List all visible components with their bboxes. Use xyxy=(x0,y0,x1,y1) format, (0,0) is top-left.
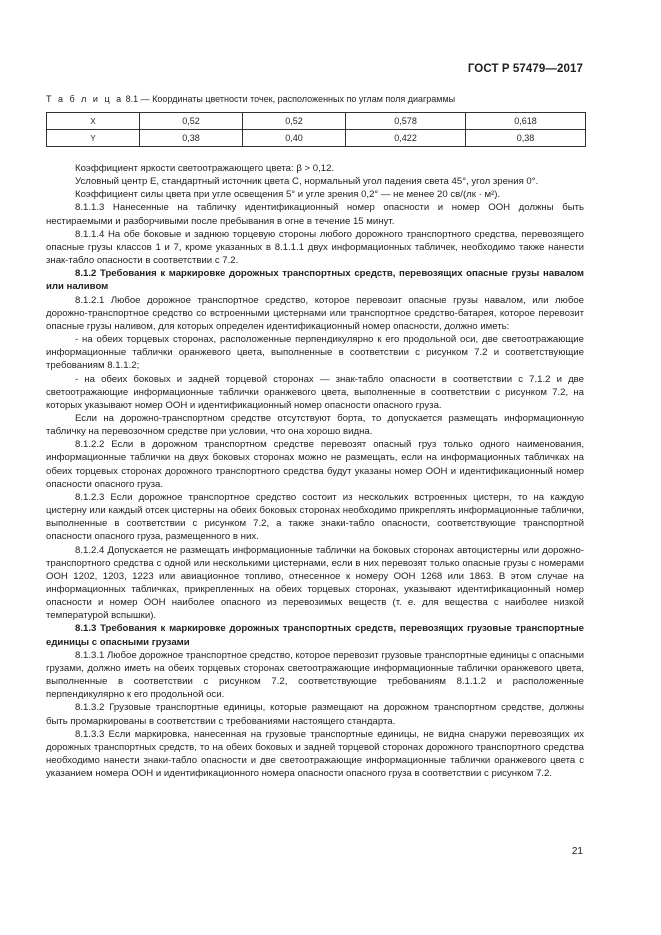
paragraph: Коэффициент яркости светоотражающего цвета: β > 0,12. xyxy=(75,163,335,174)
section-heading: 8.1.2 Требования к маркировке дорожных транспортных средств, перевозящих опасные грузы навалом или наливом xyxy=(46,268,584,293)
paragraph: 8.1.2.2 Если в дорожном транспортном средстве перевозят опасный груз только одного наименования, информационные таблички на двух боковых сторонах можно не размещать, если на информационных табличках на обеих торцевых сторонах дорожного транспортного средства будут указаны номер ООН и идентификационный номер опасности опасного груза. xyxy=(46,439,584,490)
paragraph: 8.1.2.1 Любое дорожное транспортное средство, которое перевозит опасные грузы навалом, или любое дорожно-транспортное средство со встроенными цистернами или транспортное средство-батарея, которое перевозит опасные грузы наливом, для которых определен идентификационный номер опасности, должно иметь: xyxy=(46,294,584,332)
table-cell: 0,578 xyxy=(346,113,466,130)
table-cell: 0,52 xyxy=(243,113,346,130)
paragraph: 8.1.2.3 Если дорожное транспортное средство состоит из нескольких встроенных цистерн, то на каждую цистерну или каждый отсек цистерны на обеих боковых сторонах необходимо прикреплять информационные таблички, выполненные в соответствии с рисунком 7.2, а также знаки-табло опасности, соответствующие транспортной опасности опасного груза, размещенного в них. xyxy=(46,491,584,543)
chromaticity-table xyxy=(46,112,586,147)
paragraph: 8.1.1.3 Нанесенные на табличку идентификационный номер опасности и номер ООН должны быть нестираемыми и разборчивыми после пребывания в огне в течение 15 минут. xyxy=(46,202,584,227)
table-cell: 0,38 xyxy=(140,130,243,147)
table-caption xyxy=(46,94,455,104)
section-heading: 8.1.3 Требования к маркировке дорожных транспортных средств, перевозящих грузовые транспортные единицы с опасными грузами xyxy=(46,623,584,648)
paragraph: Коэффициент силы цвета при угле освещения 5° и угле зрения 0,2° — не менее 20 св/(лк · м²). xyxy=(75,189,501,201)
paragraph: 8.1.3.3 Если маркировка, нанесенная на грузовые транспортные единицы, не видна снаружи перевозящих их дорожных транспортных средств, то на обеих боковых и задней торцевой сторонах дорожного транспортного средства необходимо нанести знаки-табло опасности и две светоотражающие информационные таблички оранжевого цвета с указанием номера ООН и идентификационного номера опасности опасного груза в соответствии с рисунком 7.2. xyxy=(46,728,584,780)
row-label: Y xyxy=(47,130,140,147)
table-cell: 0,618 xyxy=(466,113,586,130)
table-cell: 0,40 xyxy=(243,130,346,147)
paragraph: 8.1.1.4 На обе боковые и заднюю торцевую стороны любого дорожного транспортного средства, перевозящего опасные грузы классов 1 и 7, кроме указанных в 8.1.1.1 двух информационных табличек, необходимо также нанести знак-табло опасности в соответствии с 7.2. xyxy=(46,228,584,267)
table-row xyxy=(47,130,586,147)
list-item: - на обеих боковых и задней торцевой сторонах — знак-табло опасности в соответствии с 7.1.2 и две светоотражающие информационные таблички оранжевого цвета, выполненные в соответствии с рисунком 7.2, на которых указывают номер ООН и идентификационный номер опасности опасного груза. xyxy=(46,373,584,411)
paragraph: 8.1.2.4 Допускается не размещать информационные таблички на боковых сторонах автоцистерны или дорожно-транспортного средства с одной или несколькими цистернами, если в них перевозят только опасные грузы с номерами ООН 1202, 1203, 1223 или авиационное топливо, отнесенное к номеру ООН 1268 или 1863. В этом случае на информационных табличках, прикрепленных на обеих торцевых сторонах, указывают идентификационный номер опасности и номер ООН наиболее опасного из перевозимых веществ (т. е. для вещества с наиболее низкой температурой вспышки). xyxy=(46,544,584,622)
paragraph: 8.1.3.2 Грузовые транспортные единицы, которые размещают на дорожном транспортном средстве, должны быть промаркированы в соответствии с требованиями настоящего стандарта. xyxy=(46,702,584,727)
paragraph: 8.1.3.1 Любое дорожное транспортное средство, которое перевозит грузовые транспортные единицы с опасными грузами, должно иметь на обеих торцевых сторонах светоотражающие информационные таблички оранжевого цвета, выполненные в соответствии с рисунком 7.2, соответствующие требованиям 8.1.1.2 и расположенные перпендикулярно к его продольной оси. xyxy=(46,649,584,701)
table-row xyxy=(47,113,586,130)
body-text xyxy=(46,162,584,780)
standard-number: ГОСТ Р 57479—2017 xyxy=(467,63,583,75)
paragraph: Если на дорожно-транспортном средстве отсутствуют борта, то допускается размещать информационную табличку на перевозочном средстве при условии, что она хорошо видна. xyxy=(46,412,584,438)
table-caption-prefix: Т а б л и ц а xyxy=(46,94,124,104)
row-label: X xyxy=(47,113,140,130)
paragraph: Условный центр E, стандартный источник цвета C, нормальный угол падения света 45°, угол зрения 0°. xyxy=(75,176,539,188)
table-cell: 0,52 xyxy=(140,113,243,130)
page-number: 21 xyxy=(571,846,583,857)
table-caption-text: 8.1 — Координаты цветности точек, расположенных по углам поля диаграммы xyxy=(125,94,456,104)
list-item: - на обеих торцевых сторонах, расположенные перпендикулярно к его продольной оси, две светоотражающие информационные таблички оранжевого цвета, выполненные в соответствии с рисунком 7.2 и соответствующие требованиям 8.1.1.2; xyxy=(46,334,584,372)
table-cell: 0,422 xyxy=(346,130,466,147)
table-cell: 0,38 xyxy=(466,130,586,147)
